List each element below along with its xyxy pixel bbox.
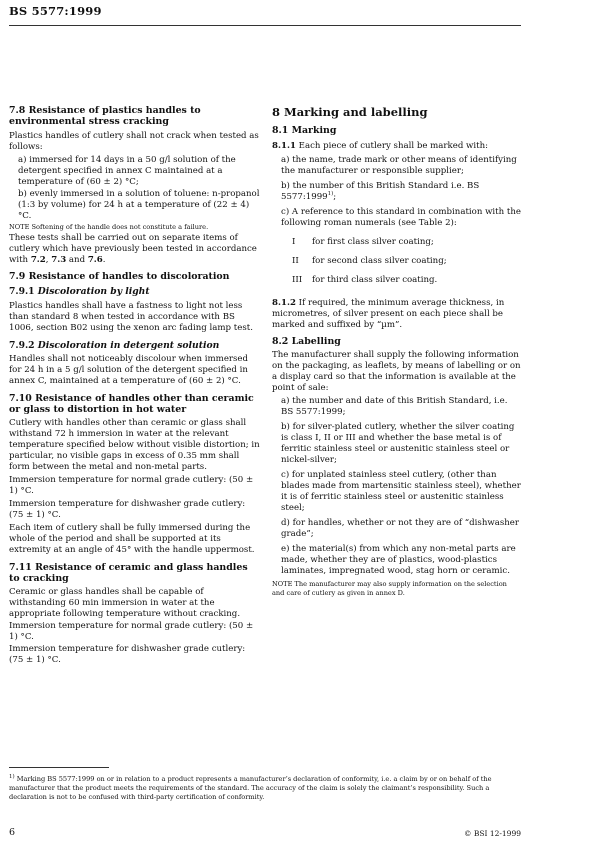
section-8-1-1-item-b: b) the number of this British Standard i.e. BS 5577:1999$^{1)}$;: [281, 181, 480, 202]
footnote: [9, 775, 521, 802]
section-8-2-item-d: d) for handles, whether or not they are of “dishwasher grade”;: [281, 518, 519, 539]
section-7-11-paragraph: Ceramic or glass handles shall be capable of withstanding 60 min immersion in water at the appropriate following temperature without cracking.: [9, 587, 241, 619]
right-column: [272, 105, 521, 598]
section-8-1-1-item-a: a) the name, trade mark or other means of identifying the manufacturer or responsible supplier;: [281, 155, 517, 176]
roman-item: I for first class silver coating;: [292, 237, 434, 247]
roman-item: III for third class silver coating.: [292, 275, 438, 285]
ref-7-2: 7.2: [30, 255, 46, 265]
footnote-text: Marking BS 5577:1999 on or in relation to a product represents a manufacturer’s declaration of conformity, i.e. a claim by or on behalf of the manufacturer that the product meets the requirements of the standard. The accuracy of the claim is solely the claimant’s responsibility. Such a declaration is not to be confused with third-party certification of conformity.: [9, 775, 492, 801]
section-7-10-heading: 7.10 Resistance of handles other than ceramic or glass to distortion in hot water: [9, 393, 254, 415]
section-7-9-2-heading: 7.9.2 Discoloration in detergent solution: [9, 340, 220, 351]
section-8-2-note: NOTE The manufacturer may also supply information on the selection and care of cutlery as given in annex D.: [272, 580, 507, 597]
section-8-2-item-c: c) for unplated stainless steel cutlery, (other than blades made from martensitic stainless steel), whether it is of ferritic stainless steel or austenitic stainless steel;: [281, 470, 521, 513]
section-8-1-heading: 8.1 Marking: [272, 125, 337, 136]
section-7-8-item-a: a) immersed for 14 days in a 50 g/l solution of the detergent specified in annex C maintained at a temperature of (60 ± 2) °C;: [18, 155, 236, 187]
section-7-11-normal-grade: Immersion temperature for normal grade cutlery: (50 ± 1) °C.: [9, 621, 254, 642]
footnote-ref: 1): [327, 191, 334, 198]
section-8-2-item-b: b) for silver-plated cutlery, whether the silver coating is class I, II or III and whether the base metal is of ferritic stainless steel or austenitic stainless steel or nickel-silver;: [281, 422, 515, 465]
section-8-2-paragraph: The manufacturer shall supply the following information on the packaging, as leaflets, by means of labelling or on a display card so that the information is available at the point of sale:: [272, 350, 521, 393]
left-column: [9, 105, 260, 666]
section-7-9-heading: 7.9 Resistance of handles to discoloration: [9, 271, 230, 282]
section-7-8-intro: Plastics handles of cutlery shall not crack when tested as follows:: [9, 131, 259, 152]
roman-list: [272, 237, 521, 286]
section-8-2-heading: 8.2 Labelling: [272, 336, 341, 347]
section-7-11-dishwasher-grade: Immersion temperature for dishwasher grade cutlery: (75 ± 1) °C.: [9, 644, 246, 665]
footnote-rule: [9, 767, 109, 768]
section-8-heading: 8 Marking and labelling: [272, 105, 428, 119]
section-7-8-item-b: b) evenly immersed in a solution of toluene: n-propanol (1:3 by volume) for 24 h at a temperature of (22 ± 4) °C.: [18, 189, 260, 221]
section-7-10-normal-grade: Immersion temperature for normal grade cutlery: (50 ± 1) °C.: [9, 475, 254, 496]
section-8-1-2-paragraph: 8.1.2 If required, the minimum average thickness, in micrometres, of silver present on each piece shall be marked and suffixed by “µm”.: [272, 298, 505, 330]
section-7-8-heading: 7.8 Resistance of plastics handles to environmental stress cracking: [9, 105, 201, 127]
running-header: BS 5577:1999: [9, 4, 102, 18]
page-number: 6: [9, 827, 16, 838]
section-7-8-note: NOTE Softening of the handle does not constitute a failure.: [9, 223, 209, 231]
section-7-10-dishwasher-grade: Immersion temperature for dishwasher grade cutlery: (75 ± 1) °C.: [9, 499, 246, 520]
section-8-1-1-paragraph: 8.1.1 Each piece of cutlery shall be marked with:: [272, 141, 489, 151]
ref-7-6: 7.6: [87, 255, 103, 265]
header-rule: [9, 25, 521, 26]
section-8-1-1-item-c: c) A reference to this standard in combination with the following roman numerals (see Table 2):: [281, 207, 521, 228]
section-8-2-item-a: a) the number and date of this British Standard, i.e. BS 5577:1999;: [281, 396, 508, 417]
copyright-notice: © BSI 12-1999: [463, 829, 521, 838]
section-7-10-paragraph: Cutlery with handles other than ceramic or glass shall withstand 72 h immersion in water at the relevant temperature specified below without visible distortion; in particular, no visible gaps in excess of 0.35 mm shall form between the metal and non-metal parts.: [9, 418, 260, 472]
footnote-marker: 1): [9, 773, 15, 780]
ref-7-3: 7.3: [51, 255, 67, 265]
roman-item: II for second class silver coating;: [292, 256, 447, 266]
section-7-10-support: Each item of cutlery shall be fully immersed during the whole of the period and shall be supported at its extremity at an angle of 45° with the handle uppermost.: [9, 523, 255, 555]
section-7-9-1-heading: 7.9.1 Discoloration by light: [9, 286, 150, 297]
section-7-9-2-paragraph: Handles shall not noticeably discolour when immersed for 24 h in a 5 g/l solution of the detergent specified in annex C, maintained at a temperature of (60 ± 2) °C.: [9, 354, 249, 386]
section-7-8-paragraph: These tests shall be carried out on separate items of cutlery which have previously been tested in accordance with 7.2, 7.3 and 7.6.: [9, 233, 257, 265]
section-7-9-1-paragraph: Plastics handles shall have a fastness to light not less than standard 8 when tested in accordance with BS 1006, section B02 using the xenon arc fading lamp test.: [9, 301, 253, 333]
section-8-2-item-e: e) the material(s) from which any non-metal parts are made, whether they are of plastics, wood-plastics laminates, impregnated wood, stag horn or ceramic.: [281, 544, 516, 576]
section-7-11-heading: 7.11 Resistance of ceramic and glass handles to cracking: [9, 562, 248, 584]
